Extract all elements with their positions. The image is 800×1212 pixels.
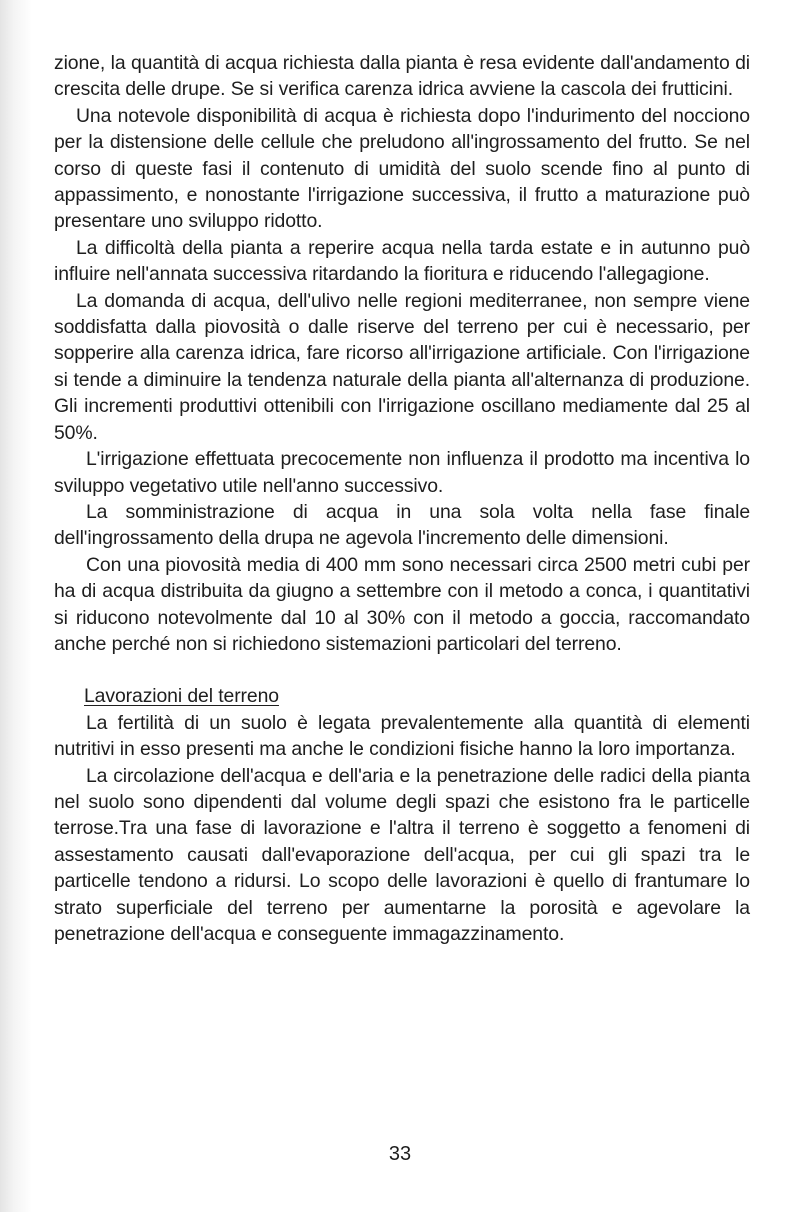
page-number: 33 (388, 1143, 412, 1165)
paragraph: L'irrigazione effettuata precocemente non influenza il prodotto ma incentiva lo sviluppo vegetativo utile nell'anno successivo. (54, 448, 750, 497)
paragraph: zione, la quantità di acqua richiesta dalla pianta è resa evidente dall'andamento di crescita delle drupe. Se si verifica carenza idrica avviene la cascola dei frutticini. (54, 52, 750, 101)
paragraph: La difficoltà della pianta a reperire acqua nella tarda estate e in autunno può influire nell'annata successiva ritardando la fioritura e riducendo l'allegagione. (54, 236, 750, 286)
paragraph: La domanda di acqua, dell'ulivo nelle regioni mediterranee, non sempre viene soddisfatta dalla piovosità o dalle riserve del terreno per cui è necessario, per sopperire alla carenza idrica, fare ricorso all'irrigazione artificiale. Con l'irrigazione si tende a diminuire la tendenza naturale della pianta all'alternanza di produzione. Gli incrementi produttivi ottenibili con l'irrigazione oscillano mediamente dal 25 al 50%. (54, 289, 750, 444)
section-spacer (54, 657, 750, 683)
paragraph: La fertilità di un suolo è legata prevalentemente alla quantità di elementi nutritivi in esso presenti ma anche le condizioni fisiche hanno la loro importanza. (54, 711, 750, 761)
paragraph: La somministrazione di acqua in una sola volta nella fase finale dell'ingrossamento della drupa ne agevola l'incremento delle dimensioni. (54, 500, 750, 550)
paragraph: Con una piovosità media di 400 mm sono necessari circa 2500 metri cubi per ha di acqua distribuita da giugno a settembre con il metodo a conca, i quantitativi si riducono notevolmente dal 10 al 30% con il metodo a goccia, raccomandato anche perché non si richiedono sistemazioni particolari del terreno. (54, 553, 750, 655)
paragraph: La circolazione dell'acqua e dell'aria e la penetrazione delle radici della pianta nel suolo sono dipendenti dal volume degli spazi che esistono fra le particelle terrose.Tra una fase di lavorazione e l'altra il terreno è soggetto a fenomeni di assestamento causati dall'evaporazione dell'acqua, per cui gli spazi tra le particelle tendono a ridursi. Lo scopo delle lavorazioni è quello di frantumare lo strato superficiale del terreno per aumentarne la porosità e agevolare la penetrazione dell'acqua e conseguente immagazzinamento. (54, 764, 750, 945)
page-body (54, 50, 750, 947)
section-heading: Lavorazioni del terreno (84, 685, 279, 708)
paragraph: Una notevole disponibilità di acqua è richiesta dopo l'indurimento del nocciono per la distensione delle cellule che preludono all'ingrossamento del frutto. Se nel corso di queste fasi il contenuto di umidità del suolo scende fino al punto di appassimento, e nonostante l'irrigazione successiva, il frutto a maturazione può presentare uno sviluppo ridotto. (54, 104, 750, 233)
